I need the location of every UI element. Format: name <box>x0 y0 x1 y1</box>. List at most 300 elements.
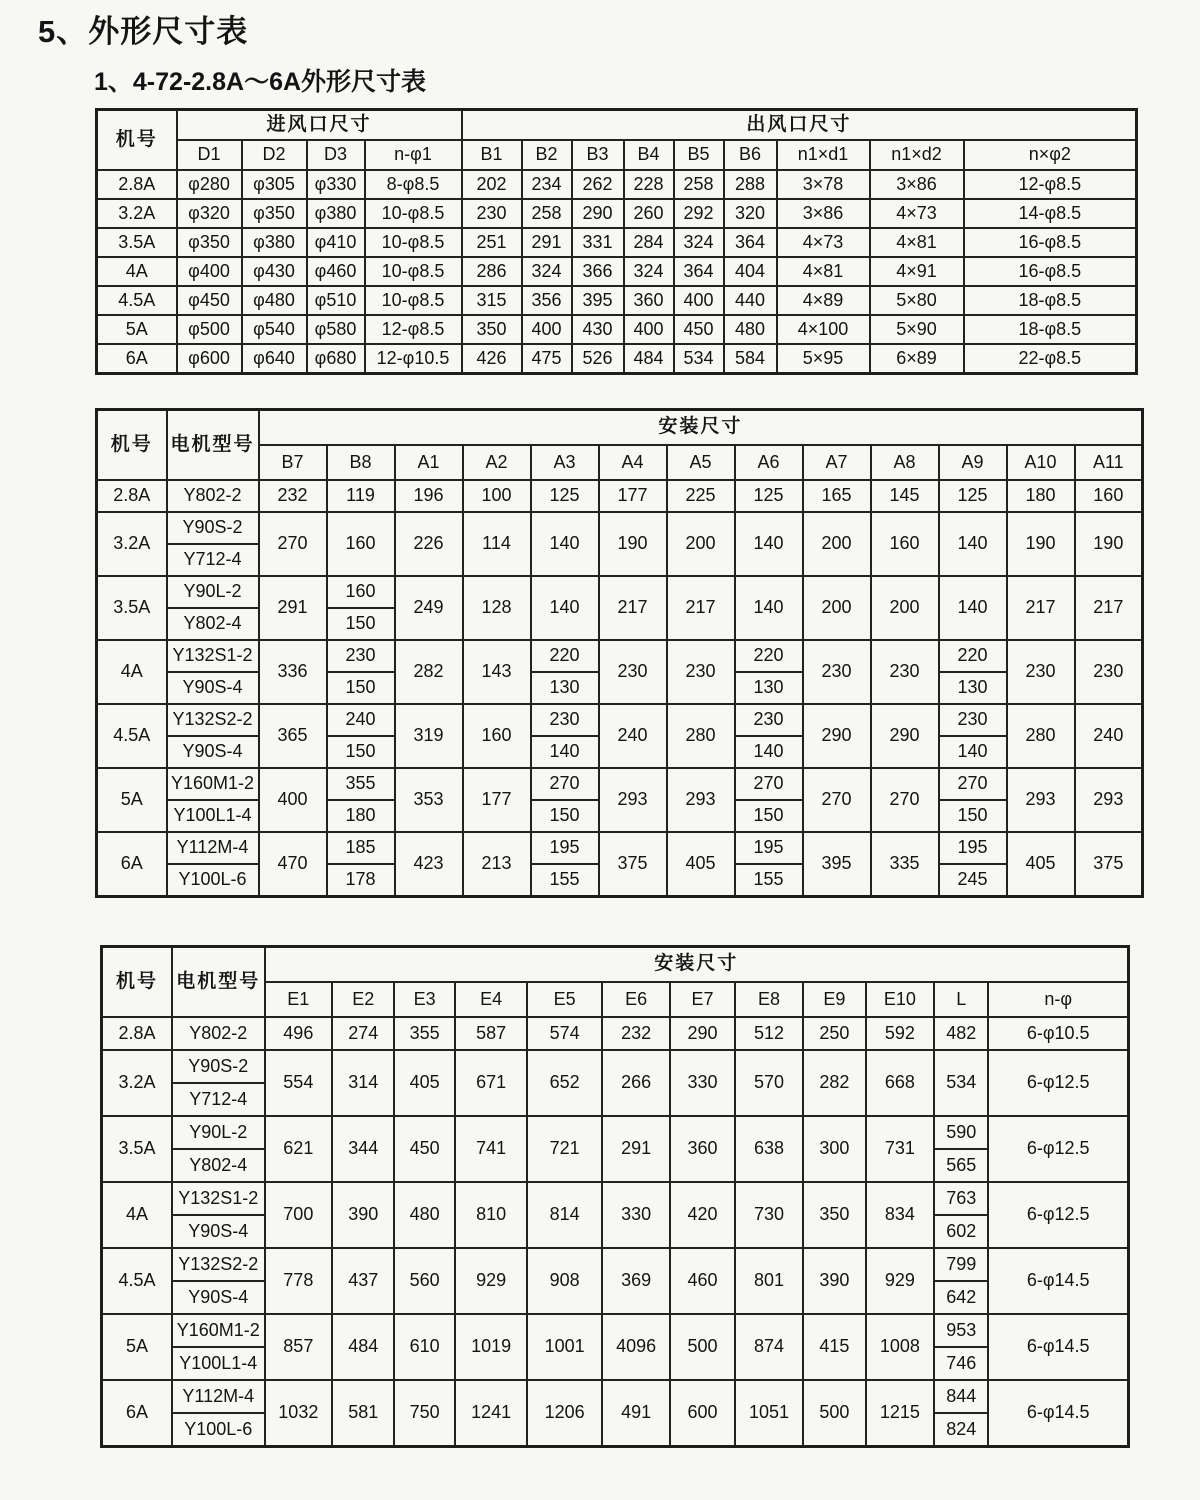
table-cell: 150 <box>735 800 803 832</box>
table-cell: 350 <box>462 315 522 344</box>
table-cell: 929 <box>455 1248 527 1314</box>
table-cell: 642 <box>934 1281 988 1314</box>
table-cell: 355 <box>394 1017 454 1050</box>
table-cell: 534 <box>934 1050 988 1116</box>
table-cell: 400 <box>624 315 674 344</box>
column-header: A7 <box>803 445 871 480</box>
table-cell: 6-φ12.5 <box>988 1116 1128 1182</box>
table-cell: 119 <box>327 480 395 512</box>
table-cell: φ480 <box>242 286 307 315</box>
table-cell: 282 <box>803 1050 865 1116</box>
table-cell: 190 <box>1007 512 1075 576</box>
column-header: B2 <box>522 140 572 170</box>
table-cell: 590 <box>934 1116 988 1149</box>
table-cell: 2.8A <box>102 1017 172 1050</box>
table-cell: 602 <box>934 1215 988 1248</box>
table-cell: Y132S2-2 <box>167 704 259 736</box>
table-cell: 395 <box>572 286 624 315</box>
column-header: B1 <box>462 140 522 170</box>
table-cell: 150 <box>531 800 599 832</box>
table-cell: 1241 <box>455 1380 527 1447</box>
column-header: A4 <box>599 445 667 480</box>
table-cell: 288 <box>724 170 777 199</box>
table-cell: 293 <box>667 768 735 832</box>
table-cell: 6×89 <box>870 344 964 374</box>
table-cell: φ380 <box>242 228 307 257</box>
group-header: 机号 <box>102 947 172 1018</box>
table-cell: Y802-2 <box>167 480 259 512</box>
table-cell: 799 <box>934 1248 988 1281</box>
table-row <box>97 228 1137 257</box>
table-cell: 484 <box>332 1314 394 1380</box>
table-cell: 5A <box>97 768 167 832</box>
table-cell: 12-φ10.5 <box>365 344 462 374</box>
table-cell: Y90S-2 <box>167 512 259 544</box>
column-header: E1 <box>265 982 332 1017</box>
table-cell: 324 <box>674 228 724 257</box>
table-cell: 353 <box>395 768 463 832</box>
column-header: E3 <box>394 982 454 1017</box>
table-cell: φ450 <box>177 286 242 315</box>
table-cell: 700 <box>265 1182 332 1248</box>
table-cell: 286 <box>462 257 522 286</box>
table-cell: 570 <box>735 1050 803 1116</box>
table-cell: Y802-4 <box>167 608 259 640</box>
table-cell: 390 <box>332 1182 394 1248</box>
table-cell: 731 <box>866 1116 934 1182</box>
table-cell: 437 <box>332 1248 394 1314</box>
table-cell: 230 <box>1075 640 1143 704</box>
table-cell: 125 <box>735 480 803 512</box>
table-cell: 266 <box>602 1050 670 1116</box>
column-header: n-φ1 <box>365 140 462 170</box>
group-header: 机号 <box>97 410 167 481</box>
table-cell: 220 <box>531 640 599 672</box>
table-cell: 5×95 <box>777 344 870 374</box>
table-cell: 190 <box>599 512 667 576</box>
table-cell: 844 <box>934 1380 988 1413</box>
table-cell: 3.5A <box>102 1116 172 1182</box>
table-cell: 274 <box>332 1017 394 1050</box>
table-row <box>97 170 1137 199</box>
table-cell: 230 <box>871 640 939 704</box>
table-cell: 291 <box>602 1116 670 1182</box>
table-cell: 365 <box>259 704 327 768</box>
table-cell: Y90L-2 <box>167 576 259 608</box>
table-cell: 270 <box>803 768 871 832</box>
table-cell: Y712-4 <box>172 1083 265 1116</box>
mounting-size-table-e <box>100 945 1130 1448</box>
table-cell: 610 <box>394 1314 454 1380</box>
mounting-size-table-a <box>95 408 1144 898</box>
column-header: A11 <box>1075 445 1143 480</box>
column-header: B3 <box>572 140 624 170</box>
table-cell: 290 <box>572 199 624 228</box>
table-cell: 6-φ12.5 <box>988 1050 1128 1116</box>
table-cell: φ380 <box>307 199 365 228</box>
table-cell: 420 <box>670 1182 734 1248</box>
table-row <box>97 199 1137 228</box>
table-cell: 22-φ8.5 <box>964 344 1137 374</box>
table-cell: Y160M1-2 <box>172 1314 265 1347</box>
table-cell: 4096 <box>602 1314 670 1380</box>
table-cell: 4.5A <box>97 704 167 768</box>
table-cell: 470 <box>259 832 327 897</box>
table-cell: 140 <box>531 512 599 576</box>
table-cell: 293 <box>599 768 667 832</box>
table-cell: Y100L1-4 <box>172 1347 265 1380</box>
table-cell: 18-φ8.5 <box>964 286 1137 315</box>
table-cell: 5A <box>97 315 177 344</box>
table-cell: 668 <box>866 1050 934 1116</box>
table-cell: 953 <box>934 1314 988 1347</box>
table-cell: 491 <box>602 1380 670 1447</box>
table-cell: 857 <box>265 1314 332 1380</box>
group-header: 安装尺寸 <box>259 410 1143 446</box>
table-cell: 291 <box>522 228 572 257</box>
table-cell: 185 <box>327 832 395 864</box>
table-cell: 3.2A <box>97 512 167 576</box>
table-cell: 230 <box>327 640 395 672</box>
table-cell: 195 <box>939 832 1007 864</box>
table-cell: Y132S2-2 <box>172 1248 265 1281</box>
table-cell: 155 <box>531 864 599 897</box>
table-cell: 335 <box>871 832 939 897</box>
table-cell: Y90S-4 <box>167 672 259 704</box>
group-header: 机号 <box>97 110 177 171</box>
table-cell: φ410 <box>307 228 365 257</box>
table-cell: 4×73 <box>777 228 870 257</box>
table-cell: 450 <box>394 1116 454 1182</box>
table-cell: 400 <box>522 315 572 344</box>
table-row <box>97 344 1137 374</box>
column-header: E10 <box>866 982 934 1017</box>
column-header: A8 <box>871 445 939 480</box>
table-cell: 480 <box>724 315 777 344</box>
table-cell: φ330 <box>307 170 365 199</box>
table-cell: 405 <box>394 1050 454 1116</box>
table-cell: 6-φ14.5 <box>988 1380 1128 1447</box>
table-cell: 240 <box>1075 704 1143 768</box>
table-cell: 280 <box>667 704 735 768</box>
table-cell: 260 <box>624 199 674 228</box>
table-cell: 270 <box>871 768 939 832</box>
table-cell: 200 <box>803 512 871 576</box>
column-header: B7 <box>259 445 327 480</box>
group-header: 电机型号 <box>167 410 259 481</box>
table-cell: 230 <box>531 704 599 736</box>
table-cell: 336 <box>259 640 327 704</box>
table-cell: 430 <box>572 315 624 344</box>
table-cell: 330 <box>602 1182 670 1248</box>
table-cell: 190 <box>1075 512 1143 576</box>
column-header: D2 <box>242 140 307 170</box>
table-cell: 160 <box>1075 480 1143 512</box>
table-cell: 177 <box>599 480 667 512</box>
table-cell: 270 <box>735 768 803 800</box>
column-header: B6 <box>724 140 777 170</box>
table-cell: 460 <box>670 1248 734 1314</box>
table-cell: 4×89 <box>777 286 870 315</box>
table-row <box>102 947 1129 983</box>
table-cell: 230 <box>939 704 1007 736</box>
table-cell: 234 <box>522 170 572 199</box>
table-cell: 426 <box>462 344 522 374</box>
table-cell: 746 <box>934 1347 988 1380</box>
table-cell: 150 <box>939 800 1007 832</box>
table-cell: 140 <box>531 576 599 640</box>
table-row <box>97 110 1137 141</box>
table-cell: 652 <box>527 1050 602 1116</box>
table-cell: 375 <box>1075 832 1143 897</box>
table-cell: 245 <box>939 864 1007 897</box>
column-header: E2 <box>332 982 394 1017</box>
column-header: A10 <box>1007 445 1075 480</box>
table-cell: 581 <box>332 1380 394 1447</box>
table-cell: 2.8A <box>97 480 167 512</box>
table-cell: 320 <box>724 199 777 228</box>
table-cell: 319 <box>395 704 463 768</box>
table-cell: 130 <box>939 672 1007 704</box>
table-cell: Y802-4 <box>172 1149 265 1182</box>
table-cell: 3.5A <box>97 228 177 257</box>
table-cell: φ640 <box>242 344 307 374</box>
table-cell: Y90L-2 <box>172 1116 265 1149</box>
table-cell: 240 <box>599 704 667 768</box>
column-header: E7 <box>670 982 734 1017</box>
table-cell: 160 <box>327 576 395 608</box>
column-header: D3 <box>307 140 365 170</box>
column-header: n×φ2 <box>964 140 1137 170</box>
table-cell: 10-φ8.5 <box>365 257 462 286</box>
table-cell: 230 <box>803 640 871 704</box>
table-cell: 250 <box>803 1017 865 1050</box>
table-cell: Y100L1-4 <box>167 800 259 832</box>
table-cell: 217 <box>1007 576 1075 640</box>
table-cell: 3×86 <box>777 199 870 228</box>
table-cell: 270 <box>259 512 327 576</box>
table-cell: 177 <box>463 768 531 832</box>
table-cell: 4.5A <box>102 1248 172 1314</box>
table-cell: 8-φ8.5 <box>365 170 462 199</box>
table-cell: 4×81 <box>870 228 964 257</box>
table-cell: φ320 <box>177 199 242 228</box>
table-cell: 232 <box>259 480 327 512</box>
table-row <box>97 832 1143 864</box>
column-header: D1 <box>177 140 242 170</box>
table-row <box>97 286 1137 315</box>
table-cell: Y132S1-2 <box>172 1182 265 1215</box>
table-cell: 1008 <box>866 1314 934 1380</box>
table-row <box>102 1050 1129 1083</box>
table-cell: 3×86 <box>870 170 964 199</box>
table-cell: 160 <box>327 512 395 576</box>
table-cell: φ350 <box>242 199 307 228</box>
table-cell: 366 <box>572 257 624 286</box>
table-cell: 415 <box>803 1314 865 1380</box>
table-cell: 284 <box>624 228 674 257</box>
table-cell: 230 <box>1007 640 1075 704</box>
table-cell: 130 <box>735 672 803 704</box>
table-cell: 3.2A <box>97 199 177 228</box>
table-cell: 3×78 <box>777 170 870 199</box>
table-cell: 282 <box>395 640 463 704</box>
table-cell: 16-φ8.5 <box>964 228 1137 257</box>
table-cell: 4.5A <box>97 286 177 315</box>
column-header: A6 <box>735 445 803 480</box>
table-cell: φ580 <box>307 315 365 344</box>
table-row <box>102 1380 1129 1413</box>
table-cell: 10-φ8.5 <box>365 199 462 228</box>
table-cell: 100 <box>463 480 531 512</box>
table-cell: 178 <box>327 864 395 897</box>
table-cell: 482 <box>934 1017 988 1050</box>
table-cell: 3.2A <box>102 1050 172 1116</box>
table-cell: 180 <box>1007 480 1075 512</box>
column-header: A9 <box>939 445 1007 480</box>
table-cell: 721 <box>527 1116 602 1182</box>
table-cell: 874 <box>735 1314 803 1380</box>
table-cell: 500 <box>803 1380 865 1447</box>
table-cell: 18-φ8.5 <box>964 315 1137 344</box>
table-row <box>102 1248 1129 1281</box>
table-cell: 200 <box>871 576 939 640</box>
table-cell: 400 <box>674 286 724 315</box>
table-cell: 10-φ8.5 <box>365 286 462 315</box>
column-header: E4 <box>455 982 527 1017</box>
table-cell: 128 <box>463 576 531 640</box>
column-header: E8 <box>735 982 803 1017</box>
table-cell: 534 <box>674 344 724 374</box>
table-cell: 4A <box>97 257 177 286</box>
table-cell: 280 <box>1007 704 1075 768</box>
table-cell: 554 <box>265 1050 332 1116</box>
table-cell: 5×90 <box>870 315 964 344</box>
group-header: 安装尺寸 <box>265 947 1129 983</box>
table-cell: 814 <box>527 1182 602 1248</box>
table-cell: 4×100 <box>777 315 870 344</box>
table-cell: 150 <box>327 672 395 704</box>
table-cell: φ500 <box>177 315 242 344</box>
table-cell: Y112M-4 <box>172 1380 265 1413</box>
table-cell: 230 <box>667 640 735 704</box>
table-row <box>97 768 1143 800</box>
table-cell: 196 <box>395 480 463 512</box>
table-cell: 4A <box>97 640 167 704</box>
table-cell: 293 <box>1075 768 1143 832</box>
table-cell: Y802-2 <box>172 1017 265 1050</box>
table-cell: 1019 <box>455 1314 527 1380</box>
table-cell: 360 <box>624 286 674 315</box>
table-cell: 5A <box>102 1314 172 1380</box>
column-header: E5 <box>527 982 602 1017</box>
table-cell: 763 <box>934 1182 988 1215</box>
table-cell: 230 <box>735 704 803 736</box>
table-cell: 801 <box>735 1248 803 1314</box>
table-cell: 400 <box>259 768 327 832</box>
table-cell: 526 <box>572 344 624 374</box>
column-header: A1 <box>395 445 463 480</box>
table-cell: Y100L-6 <box>167 864 259 897</box>
table-cell: 587 <box>455 1017 527 1050</box>
table-cell: 369 <box>602 1248 670 1314</box>
table-cell: 195 <box>735 832 803 864</box>
table-cell: 500 <box>670 1314 734 1380</box>
table-cell: φ460 <box>307 257 365 286</box>
table-cell: 1215 <box>866 1380 934 1447</box>
table-cell: 220 <box>939 640 1007 672</box>
column-header: n1×d1 <box>777 140 870 170</box>
table-row <box>97 512 1143 544</box>
table-cell: 217 <box>599 576 667 640</box>
table-row <box>102 1116 1129 1149</box>
table-cell: 423 <box>395 832 463 897</box>
table-cell: 180 <box>327 800 395 832</box>
table-row <box>102 1182 1129 1215</box>
table-cell: 350 <box>803 1182 865 1248</box>
table-cell: 395 <box>803 832 871 897</box>
table-cell: 560 <box>394 1248 454 1314</box>
table-cell: φ540 <box>242 315 307 344</box>
table-cell: 2.8A <box>97 170 177 199</box>
table-row <box>97 315 1137 344</box>
table-cell: 150 <box>327 608 395 640</box>
table-cell: Y112M-4 <box>167 832 259 864</box>
table-cell: 293 <box>1007 768 1075 832</box>
table-cell: 300 <box>803 1116 865 1182</box>
table-cell: 232 <box>602 1017 670 1050</box>
table-cell: 160 <box>463 704 531 768</box>
table-cell: 404 <box>724 257 777 286</box>
table-cell: 155 <box>735 864 803 897</box>
table-cell: 344 <box>332 1116 394 1182</box>
table-cell: 262 <box>572 170 624 199</box>
section-subtitle: 1、4-72-2.8A～6A外形尺寸表 <box>94 68 427 96</box>
table-cell: 6-φ14.5 <box>988 1314 1128 1380</box>
table-cell: 230 <box>599 640 667 704</box>
table-cell: 125 <box>939 480 1007 512</box>
table-cell: 4×91 <box>870 257 964 286</box>
table-cell: Y160M1-2 <box>167 768 259 800</box>
table-cell: φ430 <box>242 257 307 286</box>
table-cell: φ510 <box>307 286 365 315</box>
table-cell: 484 <box>624 344 674 374</box>
table-cell: 114 <box>463 512 531 576</box>
table-cell: 125 <box>531 480 599 512</box>
table-cell: 140 <box>939 736 1007 768</box>
table-cell: 249 <box>395 576 463 640</box>
table-cell: 16-φ8.5 <box>964 257 1137 286</box>
table-cell: Y90S-4 <box>172 1281 265 1314</box>
table-cell: 6A <box>97 832 167 897</box>
table-cell: 824 <box>934 1413 988 1447</box>
table-cell: 315 <box>462 286 522 315</box>
table-cell: 480 <box>394 1182 454 1248</box>
table-cell: 140 <box>735 576 803 640</box>
table-cell: 405 <box>667 832 735 897</box>
table-cell: 440 <box>724 286 777 315</box>
table-cell: φ600 <box>177 344 242 374</box>
table-cell: 200 <box>803 576 871 640</box>
column-header: L <box>934 982 988 1017</box>
table-cell: 10-φ8.5 <box>365 228 462 257</box>
table-cell: 3.5A <box>97 576 167 640</box>
table-cell: 140 <box>735 736 803 768</box>
table-cell: 292 <box>674 199 724 228</box>
page-title: 5、外形尺寸表 <box>38 14 249 49</box>
column-header: A3 <box>531 445 599 480</box>
table-cell: 671 <box>455 1050 527 1116</box>
